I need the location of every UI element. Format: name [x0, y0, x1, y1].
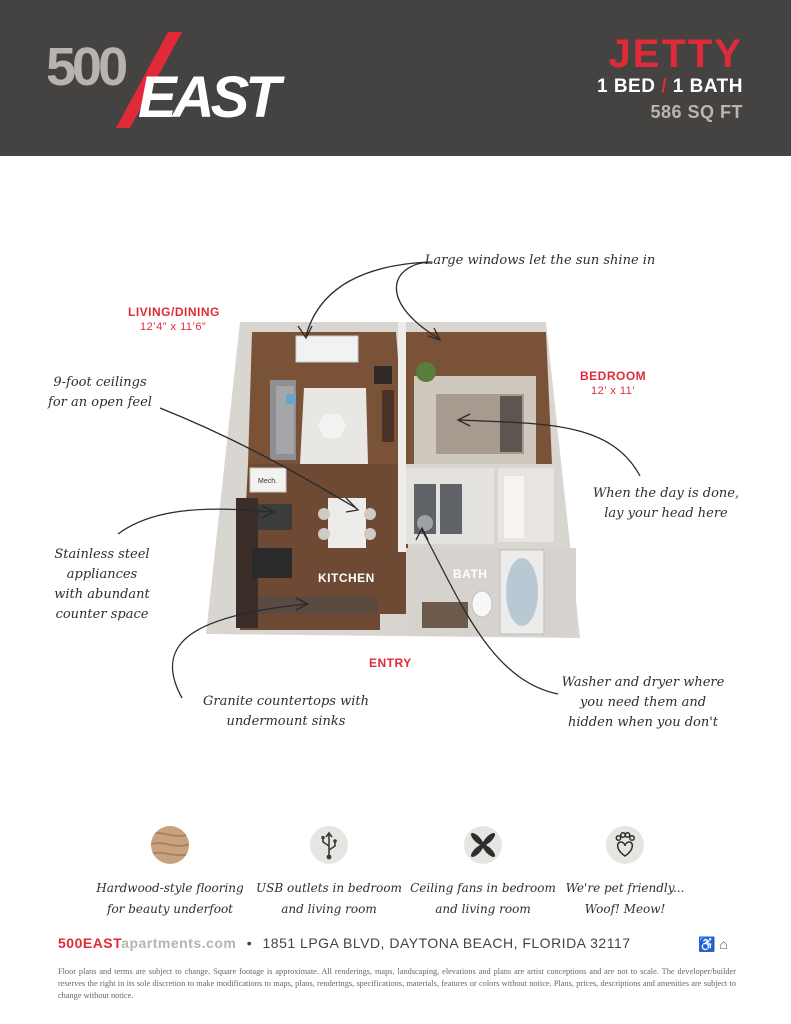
callout-ceilings-line1: 9-foot ceilings	[53, 375, 147, 390]
logo-500-text: 500	[46, 37, 125, 97]
feature-pets-line1: We're pet friendly...	[565, 881, 685, 895]
feature-usb-line2: and living room	[281, 902, 377, 916]
feature-flooring	[95, 826, 245, 920]
feature-usb	[254, 826, 404, 920]
paw-heart-icon	[606, 826, 644, 864]
wheelchair-icon: ♿	[698, 936, 716, 952]
living-dining-dimensions: 12’4” x 11’6”	[140, 321, 207, 333]
bedroom-dimensions: 12’ x 11’	[591, 385, 636, 397]
callout-washer-line3: hidden when you don't	[567, 715, 719, 730]
wood-grain-icon	[151, 826, 189, 864]
callout-bed-line2: lay your head here	[604, 506, 728, 521]
bed-bath-separator: /	[661, 76, 667, 97]
website-east: EAST	[82, 935, 122, 951]
feature-fans-line2: and living room	[435, 902, 531, 916]
feature-ceiling-fans	[408, 826, 558, 920]
callout-windows: Large windows let the sun shine in	[424, 253, 656, 268]
callout-ceilings-line2: for an open feel	[48, 395, 152, 410]
unit-name: JETTY	[608, 32, 743, 76]
square-footage: 586 SQ FT	[650, 102, 743, 122]
floor-plan-rendering	[200, 318, 580, 648]
callout-granite	[186, 692, 386, 732]
callout-granite-line1: Granite countertops with	[203, 694, 369, 709]
feature-flooring-line2: for beauty underfoot	[107, 902, 233, 916]
callout-bed-line1: When the day is done,	[592, 486, 740, 501]
brand-logo[interactable]	[46, 30, 286, 130]
bed-count: 1 BED	[596, 76, 656, 97]
bath-count: 1 BATH	[672, 76, 743, 97]
footer-address: 1851 LPGA BLVD, DAYTONA BEACH, FLORIDA 32117	[262, 935, 631, 951]
header-band	[0, 0, 791, 156]
mech-label: Mech.	[258, 478, 278, 485]
callout-appliances-line4: counter space	[55, 607, 149, 622]
callout-washer	[548, 673, 738, 733]
bed-bath-count	[597, 76, 743, 98]
footer-bullet: •	[246, 935, 253, 951]
legal-disclaimer: Floor plans and terms are subject to change. Square footage is approximate. All renderings, maps, landscaping, elevations and plans are artist conceptions and are not to scale. The developer/builder reserves the right in its sole discretion to make modifications to maps, plans, renderings, specifications, materials, features or colors without notice. Plans, prices, descriptions and amenities are subject to change without notice.	[58, 967, 736, 1000]
callout-appliances-line1: Stainless steel	[54, 547, 150, 562]
equal-housing-icon: ⌂	[719, 936, 728, 952]
website-500: 500	[58, 935, 83, 951]
callout-bed	[578, 484, 754, 524]
usb-icon	[310, 826, 348, 864]
callout-washer-line1: Washer and dryer where	[561, 675, 725, 690]
feature-usb-line1: USB outlets in bedroom	[256, 881, 402, 895]
accessibility-icons	[698, 936, 728, 953]
bedroom-label: BEDROOM	[580, 369, 647, 383]
entry-label: ENTRY	[369, 656, 412, 670]
callout-appliances-line3: with abundant	[54, 587, 150, 602]
callout-appliances-line2: appliances	[66, 567, 138, 582]
kitchen-label: KITCHEN	[318, 571, 375, 585]
callout-appliances	[42, 545, 162, 625]
website-link[interactable]	[58, 935, 241, 951]
callout-granite-line2: undermount sinks	[226, 714, 346, 729]
living-dining-label: LIVING/DINING	[128, 305, 220, 319]
bath-label: BATH	[453, 567, 488, 581]
feature-fans-line1: Ceiling fans in bedroom	[410, 881, 556, 895]
callout-ceilings	[40, 373, 160, 413]
feature-pets	[550, 826, 700, 920]
feature-pets-line2: Woof! Meow!	[584, 902, 666, 916]
callout-washer-line2: you need them and	[579, 695, 707, 710]
ceiling-fan-icon	[464, 826, 502, 864]
feature-flooring-line1: Hardwood-style flooring	[96, 881, 244, 895]
logo-east-text: EAST	[138, 65, 277, 130]
website-apartments: apartments.com	[121, 935, 237, 951]
unit-summary	[597, 34, 743, 123]
footer-contact	[58, 935, 631, 951]
